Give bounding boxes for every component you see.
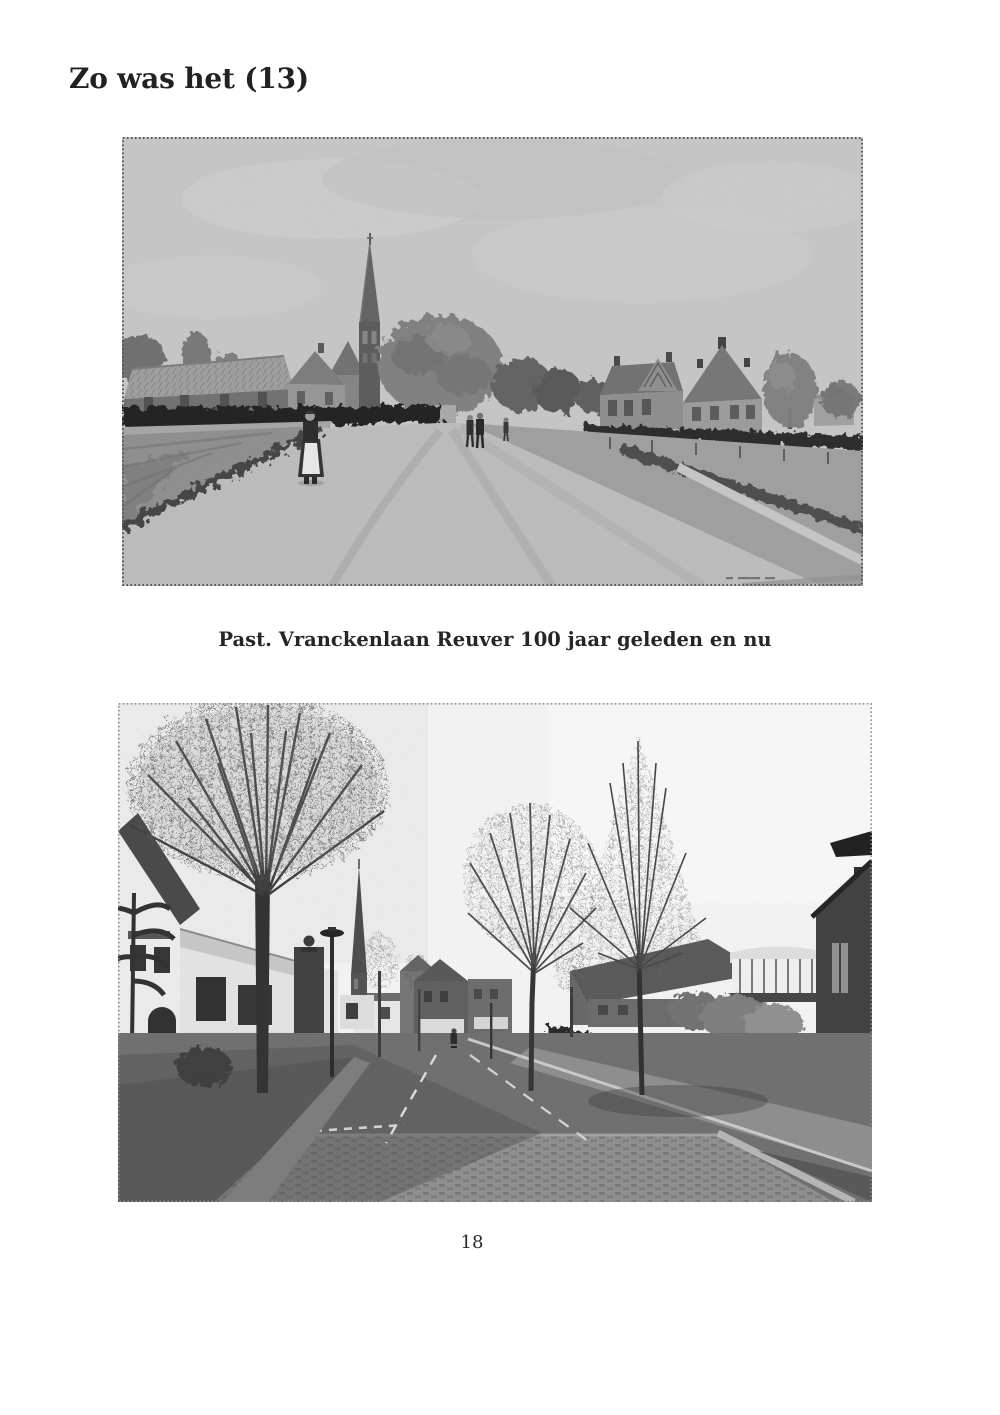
photo-caption: Past. Vranckenlaan Reuver 100 jaar geleden en nu: [218, 628, 772, 651]
new-photo-grain: [118, 703, 872, 1202]
old-photo-grain: [122, 137, 863, 586]
page-number: 18: [460, 1232, 484, 1253]
historical-photo-art: [122, 137, 863, 586]
modern-photo-art: [118, 703, 872, 1202]
modern-photo: [118, 703, 872, 1202]
page-title: Zo was het (13): [69, 62, 309, 95]
historical-photo: [122, 137, 863, 586]
